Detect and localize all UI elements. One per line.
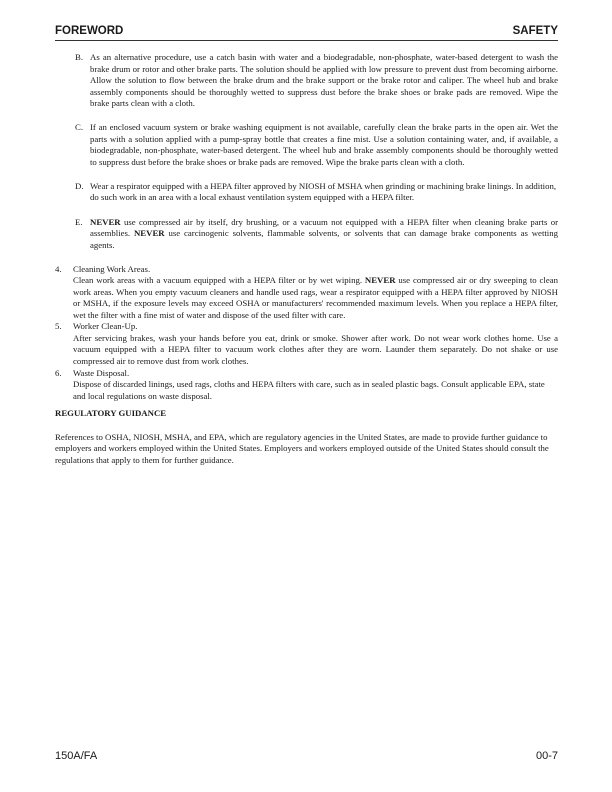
model-number: 150A/FA — [55, 750, 98, 762]
page-header — [55, 24, 558, 41]
item-label: B. — [75, 52, 84, 62]
list-item-6 — [55, 368, 558, 403]
list-item-5 — [55, 321, 558, 367]
section-heading: REGULATORY GUIDANCE — [55, 408, 167, 419]
item-text: As an alternative procedure, use a catch basin with water and a biodegradable, non-phosphate, water-based detergent to wash the brake drum or rotor and other brake parts. The solution should be applied with low pressure to prevent dust from becoming airborne. Allow the solution to flow between the brake drum and the brake support or the brake rotor and caliper. The wheel hub and brake assembly components should be thoroughly wetted to suppress dust before the brake shoes or brake pads are removed. Wipe the brake parts clean with a cloth. — [90, 52, 558, 109]
regulatory-paragraph: References to OSHA, NIOSH, MSHA, and EPA, which are regulatory agencies in the United States, are made to provide further guidance to employers and workers employed within the United States. Employers and workers employed outside of the United States should consult the regulations that apply to them for further guidance. — [55, 431, 549, 465]
item-label: 4. — [55, 263, 62, 274]
list-item-c — [55, 122, 558, 168]
section-title: FOREWORD — [55, 25, 124, 37]
list-item-4 — [55, 264, 558, 322]
item-label: C. — [75, 122, 84, 133]
list-item-b — [55, 52, 558, 110]
list-item-e — [55, 217, 558, 252]
warning-emphasis: NEVER — [90, 216, 121, 227]
item-text — [73, 275, 558, 321]
item-label: 5. — [55, 321, 62, 332]
page-number: 00-7 — [535, 750, 558, 762]
item-text: After servicing brakes, wash your hands before you eat, drink or smoke. Shower after work. Do not wear work clothes home. Use a vacuum equipped with a HEPA filter to vacuum work clothes after they are worn. Launder them separately. Do not shake or use compressed air to remove dust from work clothes. — [73, 332, 558, 367]
item-text: use compressed air by itself, dry brushing, or a vacuum not equipped with a HEPA filter when cleaning brake parts or assemblies. — [90, 216, 558, 239]
warning-emphasis: NEVER — [364, 275, 396, 286]
list-item-d — [55, 181, 558, 204]
item-label: 6. — [55, 367, 62, 378]
text-run: use compressed air or dry sweeping to clean work areas. When you empty vacuum cleaners and handle used rags, wear a respirator equipped with a HEPA filter approved by NIOSH or MSHA, if the exposure levels may exceed OSHA or manufacturers' recommended maximum levels. When you replace a HEPA filter, wet the filter with a fine mist of water and dispose of the used filter with care. — [73, 275, 558, 320]
text-run: Clean work areas with a vacuum equipped with a HEPA filter or by wet wiping. — [73, 275, 365, 286]
page-body — [55, 52, 558, 466]
item-text: Dispose of discarded linings, used rags, cloths and HEPA filters with care, such as in sealed plastic bags. Consult applicable EPA, state and local regulations on waste disposal. — [73, 379, 545, 401]
item-text: use carcinogenic solvents, flammable solvents, or solvents that can damage brake components as wetting agents. — [90, 228, 558, 250]
item-label: E. — [75, 216, 83, 227]
item-text: Wear a respirator equipped with a HEPA filter approved by NIOSH of MSHA when grinding or machining brake linings. In addition, do such work in an area with a local exhaust ventilation system equipped with a HEPA filter. — [90, 180, 557, 203]
item-title: Waste Disposal. — [73, 367, 130, 378]
warning-emphasis: NEVER — [133, 228, 165, 239]
chapter-title: SAFETY — [512, 25, 558, 37]
item-text: If an enclosed vacuum system or brake washing equipment is not available, carefully clean the brake parts in the open air. Wet the parts with a solution applied with a pump-spray bottle that creates a fine mist. Use a solution containing water, and, if available, a biodegradable, non-phosphate, water-based detergent. The wheel hub and brake assembly components should be thoroughly wetted to suppress dust before the brake shoes or brake pads are removed. Wipe the brake parts clean with a cloth. — [90, 122, 558, 167]
item-label: D. — [75, 180, 84, 191]
item-title: Cleaning Work Areas. — [73, 263, 151, 274]
item-title: Worker Clean-Up. — [73, 321, 138, 332]
